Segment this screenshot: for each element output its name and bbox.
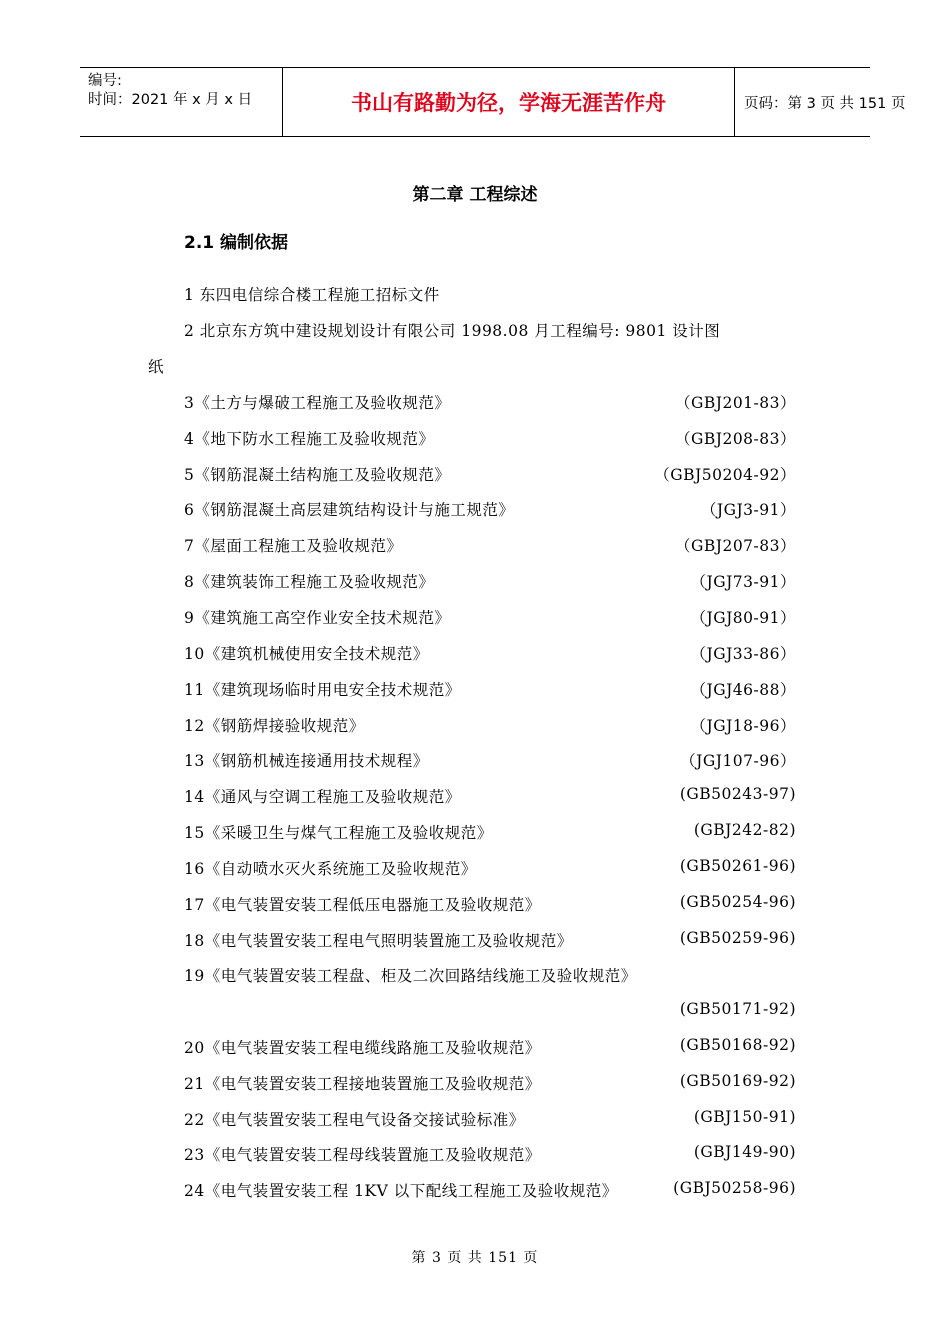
reference-item [184,570,796,592]
reference-code: （JGJ3-91） [700,501,796,519]
reference-title: 19《电气装置安装工程盘、柜及二次回路结线施工及验收规范》 [184,967,637,985]
reference-code: (GBJ242-82) [693,821,796,839]
reference-item [184,821,796,843]
document-number-label: 编号: [88,73,122,89]
page-header [80,67,906,137]
reference-title: 8《建筑装饰工程施工及验收规范》 [184,573,435,591]
reference-code: (GBJ150-91) [693,1108,796,1126]
header-motto: 书山有路勤为径，学海无涯苦作舟 [282,68,735,136]
reference-code: （GBJ201-83） [674,394,796,412]
reference-code: （JGJ107-96） [680,752,796,770]
reference-title: 11《建筑现场临时用电安全技术规范》 [184,681,461,699]
reference-item [184,642,796,664]
reference-item [184,606,796,628]
basis-item-2: 2 北京东方筑中建设规划设计有限公司 1998.08 月工程编号: 9801 设计图 [184,322,721,340]
reference-item [184,1179,796,1201]
reference-item [184,463,796,485]
reference-code: （JGJ18-96） [690,717,796,735]
reference-item [184,391,796,413]
reference-item [184,714,796,736]
reference-item [184,893,796,915]
reference-code: （JGJ80-91） [690,609,796,627]
reference-item [184,498,796,520]
reference-title: 9《建筑施工高空作业安全技术规范》 [184,609,451,627]
reference-code: （GBJ50204-92） [654,466,796,484]
reference-title: 3《土方与爆破工程施工及验收规范》 [184,394,451,412]
reference-title: 24《电气装置安装工程 1KV 以下配线工程施工及验收规范》 [184,1182,618,1200]
page-footer: 第 3 页 共 151 页 [411,1250,539,1266]
reference-code: (GBJ149-90) [693,1143,796,1161]
reference-item [184,785,796,807]
reference-title: 18《电气装置安装工程电气照明装置施工及验收规范》 [184,932,573,950]
reference-item [184,1072,796,1094]
reference-code-continuation [0,1000,796,1022]
reference-title: 23《电气装置安装工程母线装置施工及验收规范》 [184,1146,541,1164]
reference-item [184,1143,796,1165]
reference-title: 17《电气装置安装工程低压电器施工及验收规范》 [184,896,541,914]
reference-item [184,749,796,771]
reference-item [184,1036,796,1058]
reference-code: (GBJ50258-96) [673,1179,796,1197]
reference-code: (GB50261-96) [679,857,796,875]
reference-code: (GB50171-92) [679,1000,796,1018]
reference-item [184,929,796,951]
reference-code: (GB50168-92) [679,1036,796,1054]
reference-code: (GB50259-96) [679,929,796,947]
reference-title: 10《建筑机械使用安全技术规范》 [184,645,429,663]
reference-code: (GB50243-97) [679,785,796,803]
reference-title: 7《屋面工程施工及验收规范》 [184,537,403,555]
reference-item [184,678,796,700]
reference-title: 5《钢筋混凝土结构施工及验收规范》 [184,466,451,484]
reference-item [184,964,796,986]
basis-item-2-continuation: 纸 [148,358,165,376]
reference-title: 12《钢筋焊接验收规范》 [184,717,365,735]
basis-item-1: 1 东四电信综合楼工程施工招标文件 [184,286,440,304]
reference-code: （JGJ33-86） [690,645,796,663]
reference-title: 15《采暖卫生与煤气工程施工及验收规范》 [184,824,493,842]
reference-title: 16《自动喷水灭火系统施工及验收规范》 [184,860,477,878]
reference-code: （GBJ208-83） [674,430,796,448]
reference-item [184,534,796,556]
reference-item [184,1108,796,1130]
reference-code: (GB50254-96) [679,893,796,911]
reference-code: (GB50169-92) [679,1072,796,1090]
reference-title: 22《电气装置安装工程电气设备交接试验标准》 [184,1111,525,1129]
reference-title: 4《地下防水工程施工及验收规范》 [184,430,435,448]
header-page-info: 页码：第 3 页 共 151 页 [744,95,906,112]
reference-title: 6《钢筋混凝土高层建筑结构设计与施工规范》 [184,501,515,519]
reference-title: 13《钢筋机械连接通用技术规程》 [184,752,429,770]
reference-item [184,857,796,879]
reference-title: 21《电气装置安装工程接地装置施工及验收规范》 [184,1075,541,1093]
reference-title: 14《通风与空调工程施工及验收规范》 [184,788,461,806]
reference-code: （JGJ46-88） [690,681,796,699]
reference-title: 20《电气装置安装工程电缆线路施工及验收规范》 [184,1039,541,1057]
document-date-label: 时间：2021 年 x 月 x 日 [88,92,253,108]
reference-item [184,427,796,449]
section-title: 2.1 编制依据 [184,233,289,253]
reference-code: （GBJ207-83） [674,537,796,555]
header-meta [80,68,282,136]
reference-code: （JGJ73-91） [690,573,796,591]
chapter-title: 第二章 工程综述 [412,185,538,205]
